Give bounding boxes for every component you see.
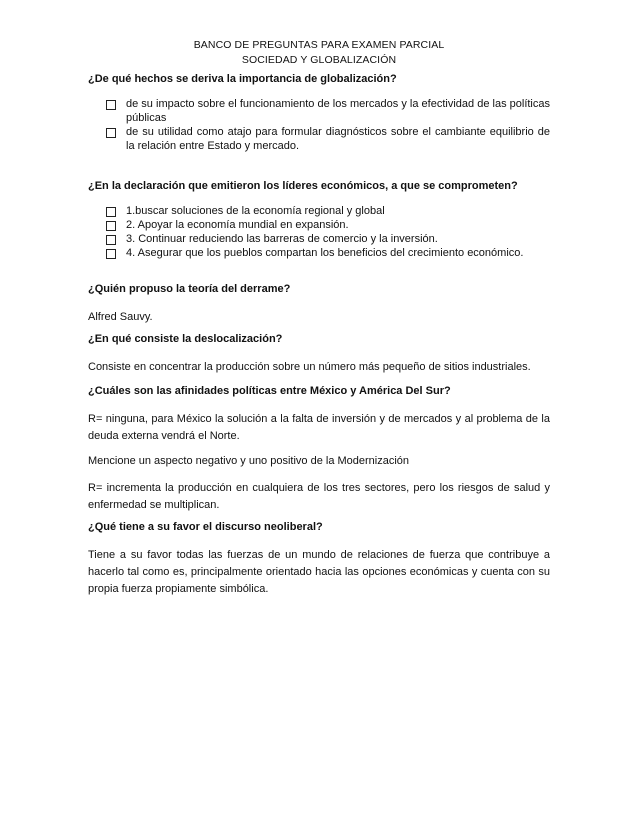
option-text: 1.buscar soluciones de la economía regional y global	[126, 205, 385, 217]
document-body	[88, 72, 550, 598]
option-item	[106, 204, 550, 218]
option-text: de su impacto sobre el funcionamiento de los mercados y la efectividad de las políticas públicas	[126, 98, 550, 124]
option-text: 2. Apoyar la economía mundial en expansión.	[126, 219, 349, 231]
question-1: ¿De qué hechos se deriva la importancia de globalización?	[88, 73, 397, 85]
option-item	[106, 97, 550, 125]
answer-4: Consiste en concentrar la producción sobre un número más pequeño de sitios industriales.	[88, 361, 531, 373]
option-item	[106, 218, 550, 232]
question-5: ¿Cuáles son las afinidades políticas entre México y América Del Sur?	[88, 385, 451, 397]
question-2: ¿En la declaración que emitieron los líderes económicos, a que se comprometen?	[88, 180, 518, 192]
option-item	[106, 232, 550, 246]
answer-6: R= incrementa la producción en cualquiera de los tres sectores, pero los riesgos de salud y enfermedad se multiplican.	[88, 482, 550, 511]
question-7: ¿Qué tiene a su favor el discurso neoliberal?	[88, 521, 323, 533]
answer-5: R= ninguna, para México la solución a la falta de inversión y de mercados y al problema de la deuda externa vendrá el Norte.	[88, 413, 550, 442]
question-1-options	[88, 97, 550, 153]
question-3: ¿Quién propuso la teoría del derrame?	[88, 283, 291, 295]
header-title: BANCO DE PREGUNTAS PARA EXAMEN PARCIAL	[193, 39, 445, 51]
checkbox-icon	[106, 221, 116, 231]
question-4: ¿En qué consiste la deslocalización?	[88, 333, 283, 345]
question-6: Mencione un aspecto negativo y uno positivo de la Modernización	[88, 455, 410, 467]
checkbox-icon	[106, 207, 116, 217]
option-text: 3. Continuar reduciendo las barreras de comercio y la inversión.	[126, 233, 438, 245]
option-text: 4. Asegurar que los pueblos compartan los beneficios del crecimiento económico.	[126, 247, 524, 259]
question-2-options	[88, 204, 550, 260]
option-item	[106, 125, 550, 153]
checkbox-icon	[106, 235, 116, 245]
checkbox-icon	[106, 128, 116, 138]
option-item	[106, 246, 550, 260]
answer-7: Tiene a su favor todas las fuerzas de un mundo de relaciones de fuerza que contribuye a hacerlo tal como es, principalmente orientado hacia las opciones económicas y cuenta con su propia fuerza propiamente simbólica.	[88, 549, 550, 595]
checkbox-icon	[106, 249, 116, 259]
option-text: de su utilidad como atajo para formular diagnósticos sobre el cambiante equilibrio de la relación entre Estado y mercado.	[126, 126, 550, 152]
answer-3: Alfred Sauvy.	[88, 311, 153, 323]
header-subtitle: SOCIEDAD Y GLOBALIZACIÓN	[241, 54, 397, 66]
checkbox-icon	[106, 100, 116, 110]
document-header	[0, 38, 638, 68]
